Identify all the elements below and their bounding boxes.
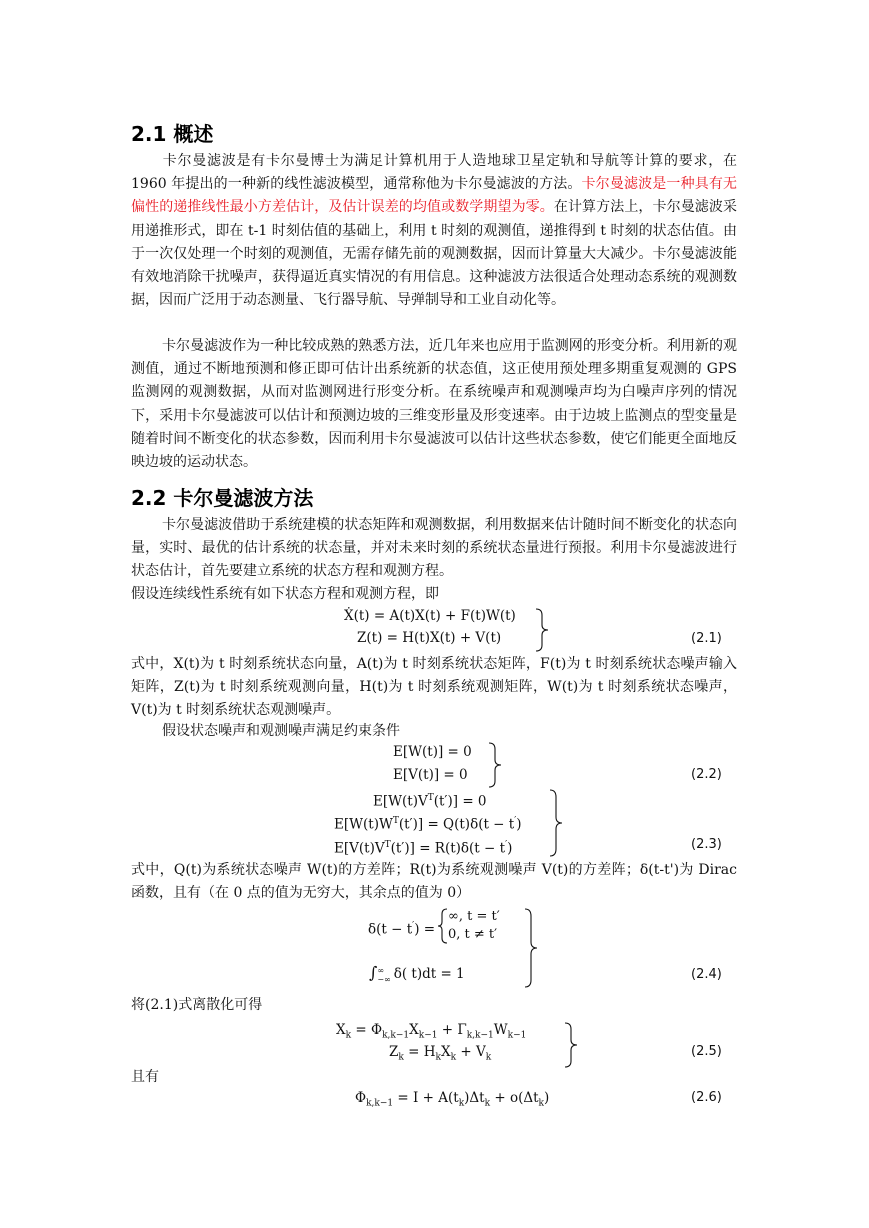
subscript: k,k−1 (366, 1098, 394, 1109)
equation-text: + V (456, 1044, 486, 1060)
equation-text: E[W(t)W (334, 816, 393, 833)
paragraph-method-4: 将(2.1)式离散化可得 (131, 997, 263, 1013)
equation-number-2-6: (2.6) (691, 1090, 722, 1105)
right-brace-icon (564, 1022, 578, 1068)
paragraph-overview-1 (131, 150, 737, 312)
paragraph-text: 卡尔曼滤波是有卡尔曼博士为满足计算机用于人造地球卫星定轨和导航等计算的要求，在 1960 年提出的一种新的线性滤波模型，通常称他为卡尔曼滤波的方法。 (131, 153, 737, 193)
paragraph-text: 式中，Q(t)为系统状态噪声 W(t)的方差阵；R(t)为系统观测噪声 V(t)的方差阵；δ(t-t')为 Dirac 函数，且有（在 0 点的值为无穷大，其余点的值为 0） (131, 862, 737, 902)
integral-lower-limit: −∞ (377, 974, 391, 984)
equation-text: = Φ (351, 1022, 383, 1038)
equation-number-2-1: (2.1) (691, 631, 722, 646)
equation-2-1-line-1: Ẋ(t) = A(t)X(t) + F(t)W(t) (344, 608, 516, 624)
equation-text: (t′)] = Q(t)δ(t − t (398, 816, 515, 833)
paragraph-text: 式中，X(t)为 t 时刻系统状态向量，A(t)为 t 时刻系统状态矩阵，F(t)为 t 时刻系统状态噪声输入矩阵，Z(t)为 t 时刻系统观测向量，H(t)为 t 时刻系统观测矩阵，W(t)为 t 时刻系统状态噪声，V(t)为 t 时刻系统状态观测噪声。 (131, 656, 737, 719)
equation-text: )Δt (464, 1090, 485, 1106)
equation-text: δ( t)dt = 1 (393, 966, 465, 982)
equation-text: E[W(t)V (373, 793, 428, 810)
subscript: k (435, 1052, 441, 1063)
subscript: k−1 (418, 1030, 438, 1041)
equation-2-2-line-1: E[W(t)] = 0 (393, 744, 472, 760)
superscript: ′ (514, 816, 517, 826)
subscript: k (450, 1052, 457, 1063)
equation-text: Φ (355, 1090, 367, 1106)
paragraph-text: 在计算方法上，卡尔曼滤波采用递推形式，即在 t-1 时刻估值的基础上，利用 t 时刻的观测值，递推得到 t 时刻的状态估值。由于一次仅处理一个时刻的观测值，无需存储先前的观测数据，因而计算量大大减少。卡尔曼滤波能有效地消除干扰噪声，获得逼近真实情况的有用信息。这种滤波方法很适合处理动态系统的观测数据，因而广泛用于动态测量、飞行器导航、导弹制导和工业自动化等。 (131, 199, 738, 309)
equation-text: + Γ (437, 1022, 467, 1038)
section-title-2-2: 2.2 卡尔曼滤波方法 (131, 486, 314, 510)
equation-text: E[V(t)V (334, 840, 385, 857)
right-brace-icon (549, 789, 563, 857)
equation-text: ) (516, 816, 522, 833)
paragraph-method-3: 假设状态噪声和观测噪声满足约束条件 (162, 723, 400, 739)
equation-text: = I + A(t (393, 1090, 459, 1106)
equation-2-2-line-2: E[V(t)] = 0 (393, 767, 468, 783)
paragraph-overview-2 (131, 335, 737, 474)
equation-text: δ(t − t (368, 921, 413, 938)
paragraph-eq-2-3-description (131, 859, 737, 905)
superscript: ′ (412, 921, 415, 931)
equation-text: + o(Δt (490, 1090, 539, 1106)
subscript: k (485, 1052, 492, 1063)
paragraph-method-5: 且有 (131, 1069, 159, 1085)
section-title-2-1: 2.1 概述 (131, 122, 214, 146)
equation-number-2-3: (2.3) (691, 837, 722, 852)
paragraph-eq-2-1-description (131, 653, 737, 723)
equation-text: ) (507, 840, 513, 857)
equation-2-3-line-2 (334, 810, 522, 836)
paragraph-text: 卡尔曼滤波作为一种比较成熟的熟悉方法，近几年来也应用于监测网的形变分析。利用新的观测值，通过不断地预测和修正即可估计出系统新的状态值，这正使用预处理多期重复观测的 GPS 监测网的观测数据，从而对监测网进行形变分析。在系统噪声和观测噪声均为白噪声序列的情况下，采用卡尔曼滤波可以估计和预测边坡的三维变形量及形变速率。由于边坡上监测点的型变量是随着时间不断变化的状态参数，因而利用卡尔曼滤波可以估计这些状态参数，使它们能更全面地反映边坡的运动状态。 (131, 338, 737, 471)
equation-2-1-line-2: Z(t) = H(t)X(t) + V(t) (357, 630, 502, 646)
equation-text: (t′)] = R(t)δ(t − t (390, 840, 506, 857)
subscript: k (484, 1098, 491, 1109)
equation-text: Z (389, 1044, 399, 1060)
left-brace-icon (438, 908, 448, 944)
subscript: k (345, 1030, 352, 1041)
highlighted-text: 卡尔曼滤波是一种具有无偏性的递推线性最小方差估计，及估计误差的均值或数学期望为零。 (131, 176, 738, 216)
equation-text: ) = (414, 921, 436, 938)
equation-2-3-line-1 (373, 787, 487, 813)
equation-text: W (493, 1022, 508, 1038)
superscript: T (427, 793, 434, 803)
equation-number-2-2: (2.2) (691, 767, 722, 782)
subscript: k (398, 1052, 404, 1063)
equation-2-4-case-1: ∞, t = t′ (448, 909, 500, 924)
equation-text: (t′)] = 0 (433, 793, 487, 810)
equation-text: X (336, 1022, 346, 1038)
equation-text: X (409, 1022, 419, 1038)
paragraph-method-2: 假设连续线性系统有如下状态方程和观测方程，即 (131, 586, 439, 602)
subscript: k−1 (507, 1030, 527, 1041)
equation-text: ) (544, 1090, 550, 1106)
subscript: k (538, 1098, 545, 1109)
equation-2-4-integral (369, 962, 465, 985)
superscript: T (392, 816, 399, 826)
equation-text: = H (403, 1044, 436, 1060)
equation-2-4-case-2: 0, t ≠ t′ (448, 927, 498, 942)
equation-2-6 (355, 1087, 549, 1115)
subscript: k,k−1 (382, 1030, 410, 1041)
paragraph-text: 卡尔曼滤波借助于系统建模的状态矩阵和观测数据，利用数据来估计随时间不断变化的状态向量，实时、最优的估计系统的状态量，并对未来时刻的系统状态量进行预报。利用卡尔曼滤波进行状态估计，首先要建立系统的状态方程和观测方程。 (131, 517, 737, 580)
equation-2-5-line-2 (389, 1041, 491, 1069)
integral-upper-limit: ∞ (377, 965, 385, 975)
integral-sign: ∫ (369, 963, 378, 982)
right-brace-icon (535, 608, 549, 652)
superscript: T (384, 840, 391, 850)
right-brace-icon (524, 908, 538, 988)
equation-number-2-5: (2.5) (691, 1044, 722, 1059)
paragraph-method-1 (131, 514, 737, 584)
subscript: k,k−1 (466, 1030, 494, 1041)
equation-text: X (441, 1044, 451, 1060)
equation-number-2-4: (2.4) (691, 967, 722, 982)
equation-2-3-line-3 (334, 834, 512, 860)
superscript: ′ (505, 840, 508, 850)
right-brace-icon (488, 742, 502, 788)
equation-2-4-lhs (368, 915, 435, 941)
subscript: k (458, 1098, 465, 1109)
